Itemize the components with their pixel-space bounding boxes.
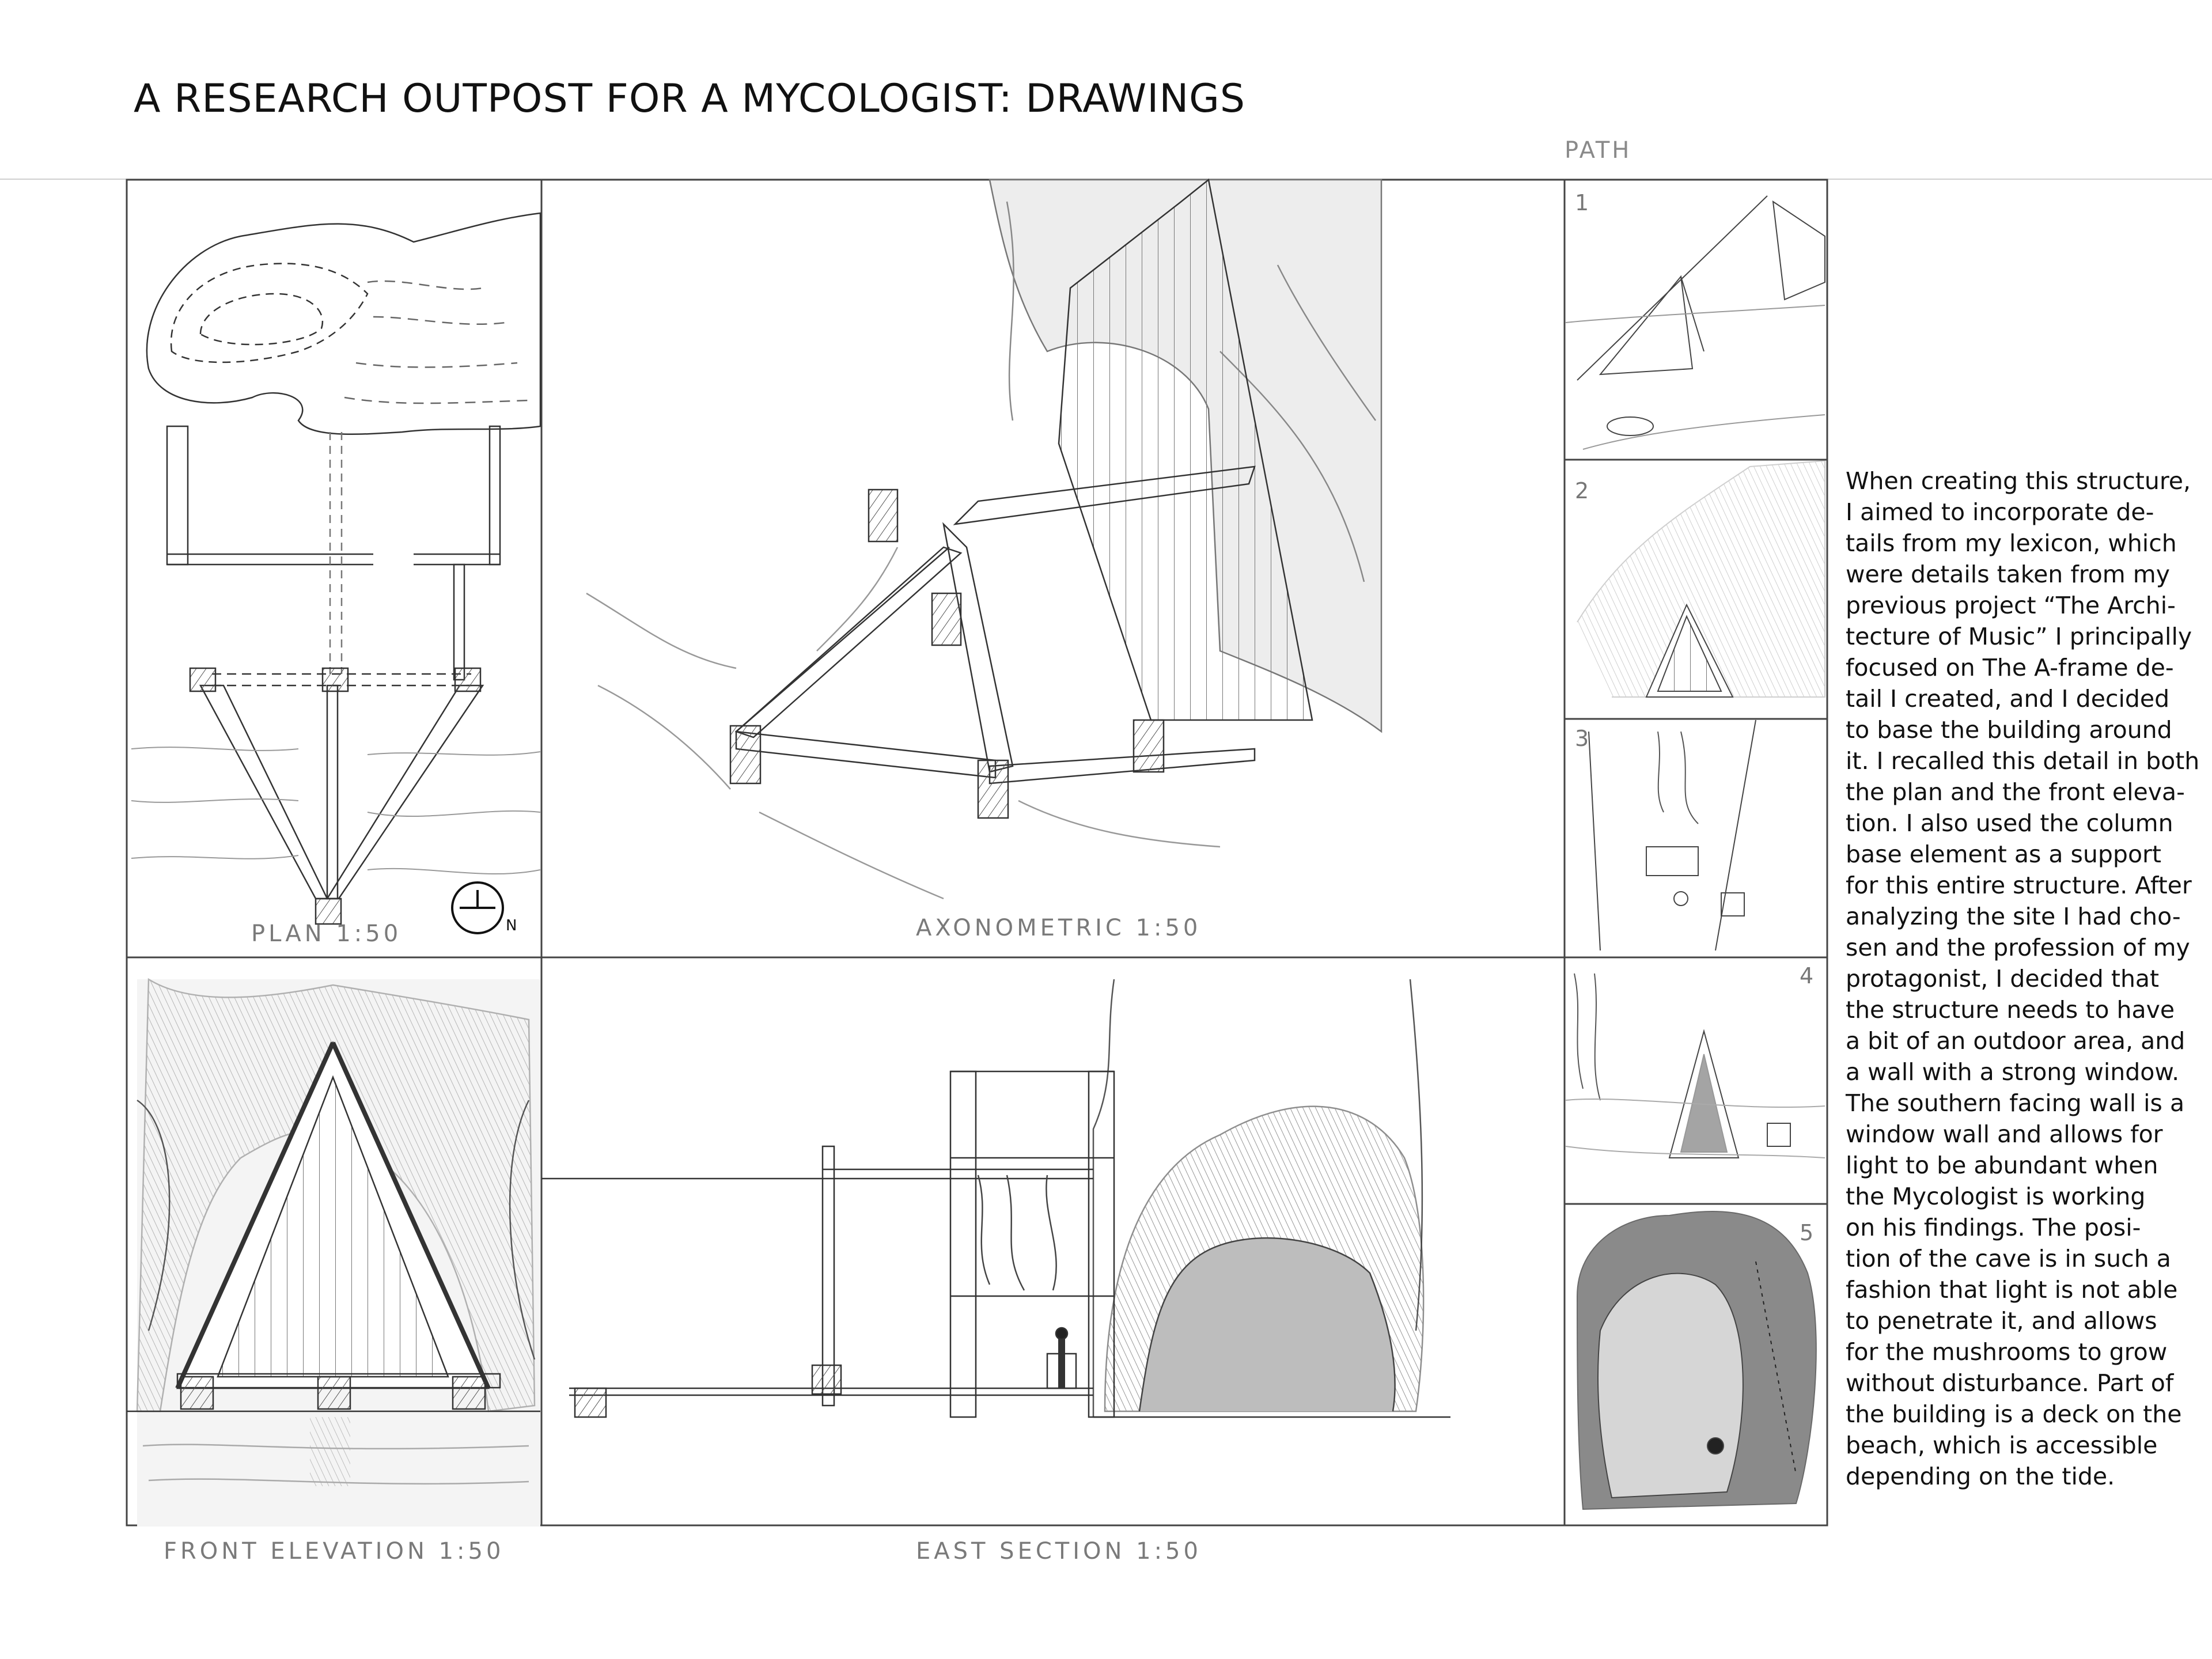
description-line: tails from my lexicon, which <box>1846 529 2177 557</box>
path-thumb-5 <box>1577 1211 1816 1509</box>
description-line: sen and the profession of my <box>1846 934 2190 961</box>
description-line: analyzing the site I had cho- <box>1846 903 2181 930</box>
drawing-sheet-graphics <box>126 179 1828 1527</box>
description-line: previous project “The Archi- <box>1846 592 2176 619</box>
east-section-label: EAST SECTION 1:50 <box>916 1538 1202 1565</box>
description-line: a bit of an outdoor area, and <box>1846 1027 2186 1055</box>
description-line: were details taken from my <box>1846 560 2170 588</box>
description-line: to base the building around <box>1846 716 2172 744</box>
description-line: tion of the cave is in such a <box>1846 1245 2171 1272</box>
north-label: N <box>506 917 517 934</box>
north-arrow <box>452 882 503 933</box>
description-line: depending on the tide. <box>1846 1463 2115 1490</box>
path-thumb-3 <box>1589 720 1756 950</box>
front-elevation-label: FRONT ELEVATION 1:50 <box>164 1538 505 1565</box>
description-line: on his findings. The posi- <box>1846 1214 2141 1241</box>
path-thumb-1 <box>1566 196 1825 449</box>
project-description <box>1846 465 2203 1492</box>
path-step-number: 1 <box>1575 190 1589 215</box>
description-line: protagonist, I decided that <box>1846 965 2160 993</box>
description-line: it. I recalled this detail in both <box>1846 747 2200 775</box>
path-step-number: 3 <box>1575 726 1589 751</box>
axonometric-drawing <box>586 180 1381 899</box>
description-line: tion. I also used the column <box>1846 809 2173 837</box>
description-line: the plan and the front eleva- <box>1846 778 2185 806</box>
path-step-number: 2 <box>1575 478 1589 503</box>
page-title: A RESEARCH OUTPOST FOR A MYCOLOGIST: DRAWINGS <box>134 76 1246 122</box>
description-line: without disturbance. Part of <box>1846 1369 2174 1397</box>
description-line: I aimed to incorporate de- <box>1846 498 2154 526</box>
drawing-sheet <box>126 179 1828 1565</box>
front-elevation-drawing <box>127 979 540 1527</box>
east-section-drawing <box>541 979 1450 1527</box>
description-line: The southern facing wall is a <box>1846 1089 2185 1117</box>
description-line: the building is a deck on the <box>1846 1400 2182 1428</box>
description-line: beach, which is accessible <box>1846 1431 2158 1459</box>
description-line: fashion that light is not able <box>1846 1276 2178 1304</box>
plan-drawing <box>131 213 540 924</box>
description-line: window wall and allows for <box>1846 1120 2163 1148</box>
path-step-number: 4 <box>1800 963 1814 988</box>
path-thumb-2 <box>1577 461 1825 697</box>
description-line: tail I created, and I decided <box>1846 685 2170 713</box>
description-line: for the mushrooms to grow <box>1846 1338 2168 1366</box>
description-line: focused on The A-frame de- <box>1846 654 2174 681</box>
description-line: tecture of Music” I principally <box>1846 623 2192 650</box>
description-line: for this entire structure. After <box>1846 872 2192 899</box>
description-line: When creating this structure, <box>1846 467 2191 495</box>
plan-label: PLAN 1:50 <box>251 921 402 947</box>
path-step-number: 5 <box>1800 1220 1814 1245</box>
description-line: a wall with a strong window. <box>1846 1058 2180 1086</box>
description-line: the Mycologist is working <box>1846 1183 2146 1210</box>
path-thumb-4 <box>1566 974 1825 1158</box>
description-line: base element as a support <box>1846 840 2161 868</box>
path-label: PATH <box>1565 137 1632 164</box>
axonometric-label: AXONOMETRIC 1:50 <box>916 915 1202 941</box>
description-line: to penetrate it, and allows <box>1846 1307 2157 1335</box>
description-line: the structure needs to have <box>1846 996 2175 1024</box>
description-line: light to be abundant when <box>1846 1152 2158 1179</box>
